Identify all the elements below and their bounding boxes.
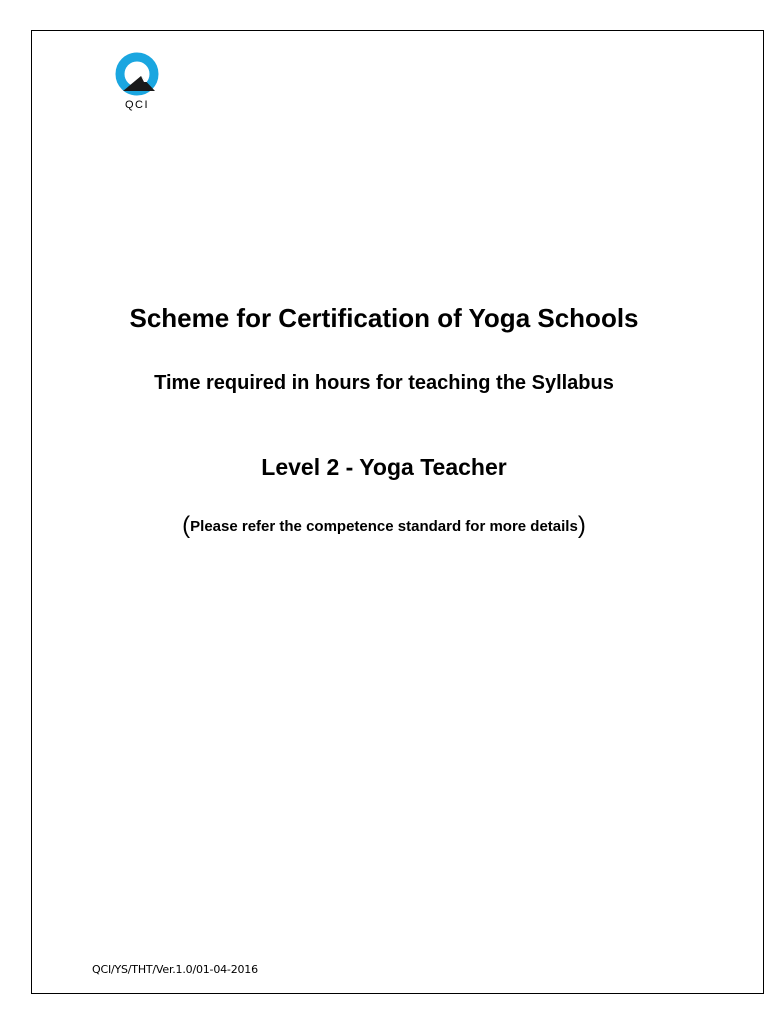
- note-open-paren: (: [182, 512, 191, 539]
- note-text: Please refer the competence standard for more details: [190, 518, 578, 535]
- qci-logo: [107, 52, 167, 116]
- level-title: Level 2 - Yoga Teacher: [261, 454, 507, 480]
- logo-text: QCI: [124, 99, 150, 111]
- competence-note: [0, 512, 768, 540]
- note-close-paren: ): [577, 512, 586, 539]
- document-title: Scheme for Certification of Yoga Schools: [129, 303, 639, 333]
- document-reference: QCI/YS/THT/Ver.1.0/01-04-2016: [92, 963, 258, 976]
- document-subtitle: Time required in hours for teaching the Syllabus: [154, 372, 614, 394]
- qci-logo-icon: [107, 52, 167, 116]
